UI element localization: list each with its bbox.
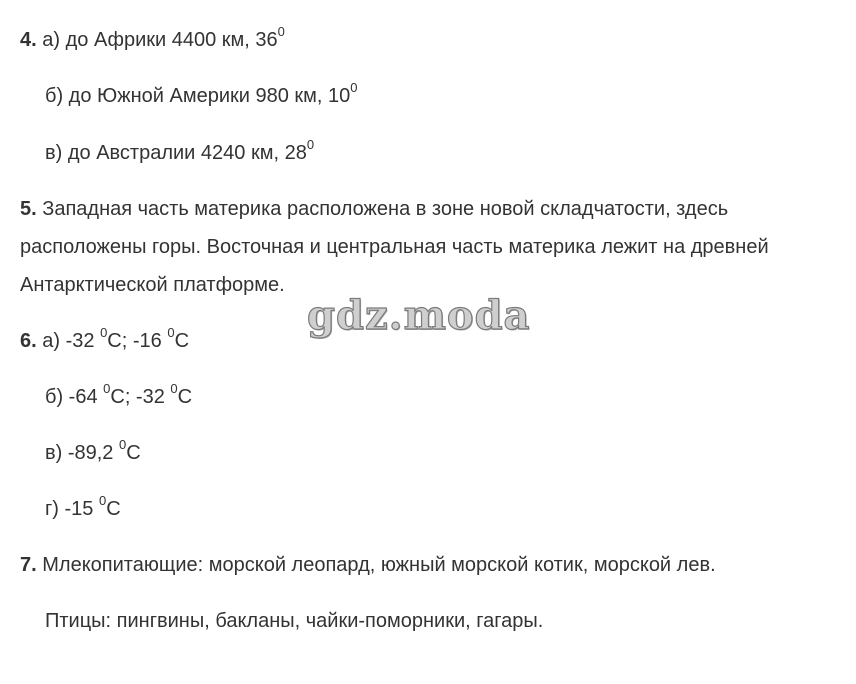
q6-a-degree-1: 0 bbox=[100, 325, 108, 341]
q4-answer-c bbox=[45, 137, 315, 164]
q6-number: 6. bbox=[20, 330, 37, 352]
q6-b-part3: С bbox=[177, 386, 193, 408]
q6-d-part2: С bbox=[106, 498, 121, 520]
q6-b-degree-1: 0 bbox=[103, 381, 111, 397]
q5-number: 5. bbox=[20, 198, 37, 220]
q4-answer-a bbox=[20, 24, 285, 51]
q4-answer-b bbox=[45, 80, 358, 107]
q6-answer-d bbox=[45, 493, 121, 520]
q4-number: 4. bbox=[20, 29, 37, 51]
watermark-logo: gdz.moda bbox=[307, 292, 531, 339]
q6-answer-b bbox=[45, 381, 193, 408]
q6-d-degree: 0 bbox=[98, 493, 107, 509]
q6-d-part1: г) -15 bbox=[45, 498, 99, 520]
q5-line-3: Антарктической платформе. bbox=[20, 274, 285, 296]
q7-mammals-text: Млекопитающие: морской леопард, южный морской котик, морской лев. bbox=[42, 554, 716, 576]
q4-b-text: б) до Южной Америки 980 км, 10 bbox=[45, 85, 351, 107]
q6-b-degree-2: 0 bbox=[170, 381, 178, 397]
q6-c-part2: С bbox=[126, 442, 141, 464]
q6-a-degree-2: 0 bbox=[167, 325, 175, 341]
q6-answer-a bbox=[20, 325, 190, 352]
q6-answer-c bbox=[45, 437, 141, 464]
q4-c-degree: 0 bbox=[306, 137, 315, 153]
q4-b-degree: 0 bbox=[350, 80, 358, 96]
q7-number: 7. bbox=[20, 554, 37, 576]
q6-b-part2: С; -32 bbox=[110, 386, 171, 408]
q4-a-degree: 0 bbox=[277, 24, 285, 40]
q5-line1-text: Западная часть материка расположена в зоне новой складчатости, здесь bbox=[42, 198, 729, 220]
q6-c-part1: в) -89,2 bbox=[45, 442, 119, 464]
q6-a-part1: а) -32 bbox=[42, 330, 101, 352]
q6-a-part3: С bbox=[174, 330, 190, 352]
q7-line-1 bbox=[20, 555, 716, 575]
q7-line-2: Птицы: пингвины, бакланы, чайки-поморники, гагары. bbox=[45, 610, 544, 632]
q6-c-degree: 0 bbox=[118, 437, 127, 453]
q4-c-text: в) до Австралии 4240 км, 28 bbox=[45, 142, 307, 164]
q5-line-2: расположены горы. Восточная и центральная часть материка лежит на древней bbox=[20, 236, 769, 258]
q4-a-text: а) до Африки 4400 км, 36 bbox=[42, 29, 278, 51]
q6-a-part2: С; -16 bbox=[107, 330, 168, 352]
q6-b-part1: б) -64 bbox=[45, 386, 104, 408]
q5-line-1 bbox=[20, 199, 728, 219]
